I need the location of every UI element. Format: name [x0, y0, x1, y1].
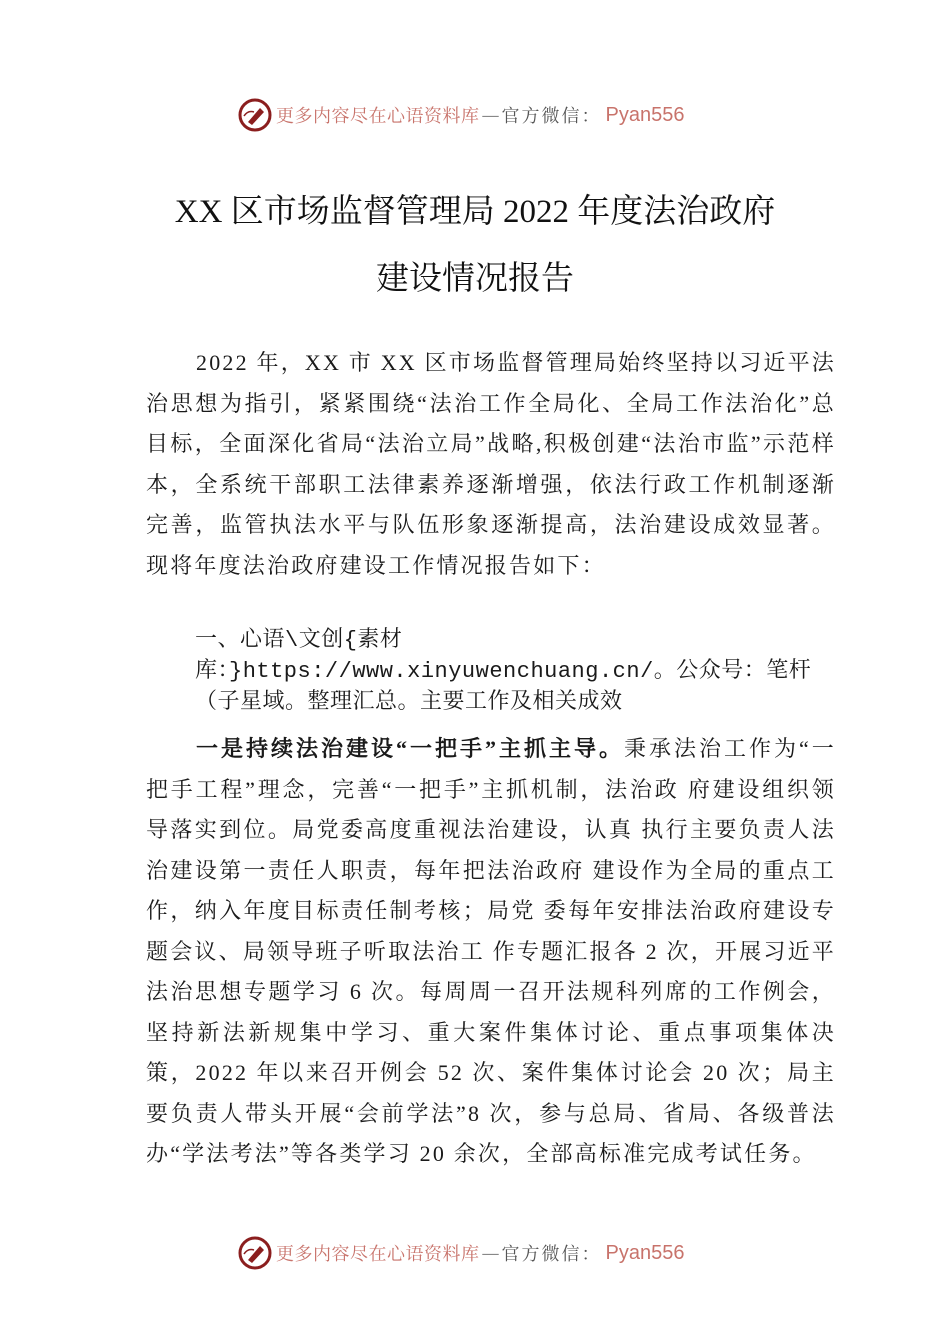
promo-text: 更多内容尽在心语资料库	[276, 106, 480, 127]
header-banner	[238, 95, 738, 135]
separator-dash: —	[481, 1242, 500, 1264]
footer-banner	[238, 1233, 738, 1273]
wechat-id: Pyan556	[605, 1241, 685, 1264]
section-heading: 一、心语\文创{素材库：}https://www.xinyuwenchuang.cn/。公众号：笔杆（子星域。整理汇总。主要工作及相关成效	[195, 628, 812, 715]
wechat-id: Pyan556	[605, 103, 685, 126]
document-title-line2: 建设情况报告	[376, 261, 574, 297]
wechat-label: 官方微信：	[501, 106, 602, 127]
paragraph-body: 秉承法治工作为“一把手工程”理念，完善“一把手”主抓机制，法治政 府建设组织领导落实到位。局党委高度重视法治建设，认真 执行主要负责人法治建设第一责任人职责，每年把法治政府 建设作为全局的重点工作，纳入年度目标责任制考核；局党 委每年安排法治政府建设专题会议、局领导班子听取法治工 作专题汇报各 2 次，开展习近平法治思想专题学习 6 次。每周周一召开法规科列席的工作例会，坚持新法新规集中学习、重大案件集体讨论、重点事项集体决策，2022 年以来召开例会 52 次、案件集体讨论会 20 次；局主要负责人带头开展“会前学法”8 次，参与总局、省局、各级普法办“学法考法”等各类学习 20 余次，全部高标准完成考试任务。	[146, 736, 836, 1166]
document-title-line1: XX 区市场监督管理局 2022 年度法治政府	[174, 194, 776, 230]
wechat-label: 官方微信：	[501, 1244, 602, 1265]
pen-nib-logo-icon	[238, 98, 272, 132]
section-paragraph	[146, 729, 836, 1175]
promo-text: 更多内容尽在心语资料库	[276, 1244, 480, 1265]
separator-dash: —	[481, 104, 500, 126]
paragraph-lead-bold: 一是持续法治建设“一把手”主抓主导。	[196, 736, 625, 761]
pen-nib-logo-icon	[238, 1236, 272, 1270]
intro-paragraph: 2022 年，XX 市 XX 区市场监督管理局始终坚持以习近平法治思想为指引，紧紧围绕“法治工作全局化、全局工作法治化”总目标，全面深化省局“法治立局”战略,积极创建“法治市监”示范样本，全系统干部职工法律素养逐渐增强，依法行政工作机制逐渐完善，监管执法水平与队伍形象逐渐提高，法治建设成效显著。现将年度法治政府建设工作情况报告如下：	[146, 350, 836, 578]
